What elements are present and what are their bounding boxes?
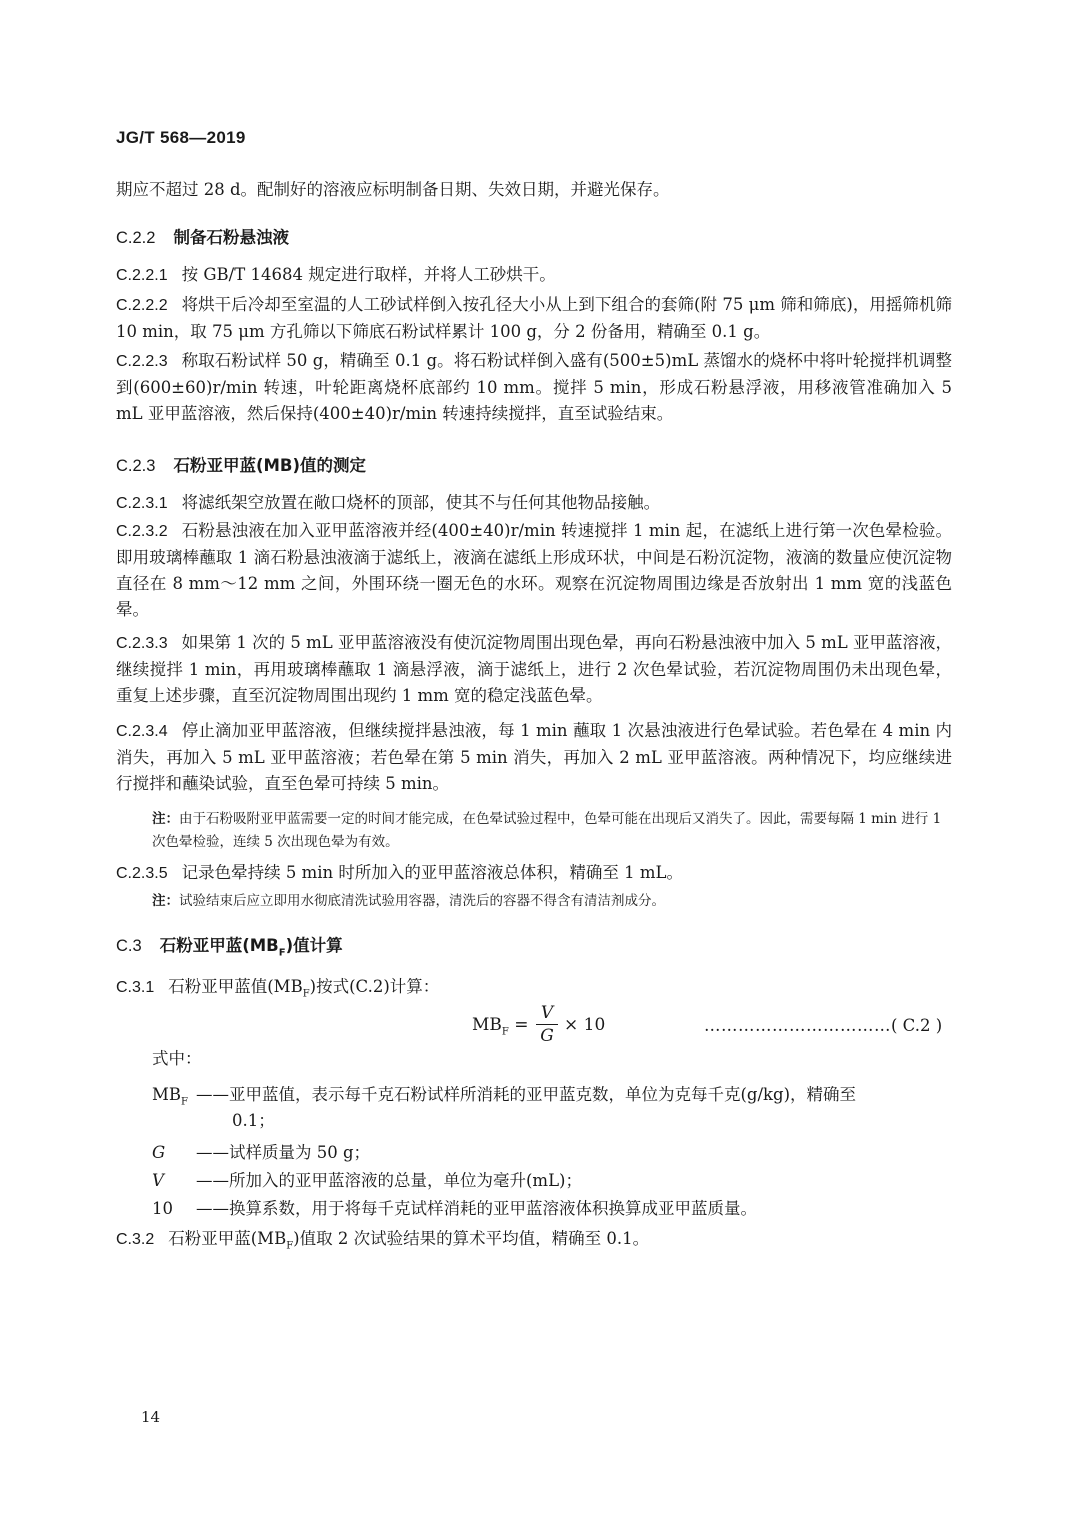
clause-text: 石粉悬浊液在加入亚甲蓝溶液并经(400±40)r/min 转速搅拌 1 min 起，在滤纸上进行第一次色晕检验。即用玻璃棒蘸取 1 滴石粉悬浊液滴于滤纸上，液滴在滤纸上形成环状，中间是石粉沉淀物，液滴的数量应使沉淀物直径在 8 mm～12 mm 之间，外围环绕一圈无色的水环。观察在沉淀物周围边缘是否放射出 1 mm 宽的浅蓝色晕。	[116, 521, 952, 619]
note-label: 注：	[152, 893, 179, 909]
fraction-denominator: G	[540, 1026, 554, 1046]
fraction-numerator: V	[540, 1003, 554, 1023]
clause-subscript: F	[286, 1240, 294, 1252]
definition-dash: ——	[196, 1199, 229, 1218]
page-number: 14	[141, 1408, 161, 1426]
clause-c223	[116, 348, 952, 427]
note-text: 试验结束后应立即用水彻底清洗试验用容器，清洗后的容器不得含有清洁剂成分。	[179, 893, 665, 909]
equation-leader-dots: ……………………………	[704, 1016, 891, 1035]
where-item-mbf-desc	[196, 1082, 856, 1108]
clause-number: C.2.2.3	[116, 353, 168, 370]
clause-text: 记录色晕持续 5 min 时所加入的亚甲蓝溶液总体积，精确至 1 mL。	[181, 863, 683, 882]
formula-multiplier: × 10	[564, 1015, 606, 1035]
clause-number: C.2.3.4	[116, 723, 168, 740]
definition-text: 试样质量为 50 g；	[229, 1143, 371, 1162]
clause-number: C.3.1	[116, 979, 155, 996]
clause-number: C.2.3.5	[116, 865, 168, 882]
fraction-bar	[536, 1024, 558, 1025]
where-item-10-desc	[196, 1196, 757, 1222]
definition-dash: ——	[196, 1085, 229, 1104]
clause-text: 称取石粉试样 50 g，精确至 0.1 g。将石粉试样倒入盛有(500±5)mL 蒸馏水的烧杯中将叶轮搅拌机调整到(600±60)r/min 转速，叶轮距离烧杯底部约 10 mm。搅拌 5 min，形成石粉悬浮液，用移液管准确加入 5 mL 亚甲蓝溶液，然后保持(400±40)r/min 转速持续搅拌，直至试验结束。	[116, 351, 952, 423]
section-heading-c3	[116, 932, 343, 958]
where-item-mbf	[152, 1082, 188, 1115]
clause-number: C.2.2.1	[116, 267, 168, 284]
note-text: 由于石粉吸附亚甲蓝需要一定的时间才能完成，在色晕试验过程中，色晕可能在出现后又消失了。因此，需要每隔 1 min 进行 1 次色晕检验，连续 5 次出现色晕为有效。	[152, 811, 942, 850]
clause-c234	[116, 718, 952, 797]
formula-lhs	[472, 1015, 529, 1037]
clause-c31	[116, 974, 952, 1007]
clause-text: )值取 2 次试验结果的算术平均值，精确至 0.1。	[293, 1229, 650, 1248]
clause-number: C.2.3.3	[116, 635, 168, 652]
clause-c32	[116, 1226, 952, 1259]
clause-subscript: F	[302, 988, 310, 1000]
formula-fraction	[536, 1003, 558, 1046]
section-heading-c22	[116, 224, 289, 248]
definition-text: 所加入的亚甲蓝溶液的总量，单位为毫升(mL)；	[229, 1171, 582, 1190]
where-intro: 式中：	[152, 1049, 202, 1068]
clause-number: C.2.3.2	[116, 523, 168, 540]
section-title-subscript: F	[278, 947, 286, 959]
section-title-part: 石粉亚甲蓝(MB	[159, 936, 279, 955]
clause-number: C.3.2	[116, 1231, 155, 1248]
where-item-v-desc	[196, 1168, 582, 1194]
symbol-subscript: F	[181, 1096, 188, 1108]
note-2	[152, 890, 952, 913]
clause-c235	[116, 860, 952, 887]
section-title: 制备石粉悬浊液	[173, 228, 289, 247]
note-1	[152, 808, 952, 854]
section-title: 石粉亚甲蓝(MB)值的测定	[173, 456, 367, 475]
clause-c233	[116, 630, 952, 709]
equation-number	[704, 1016, 942, 1035]
note-label: 注：	[152, 811, 179, 827]
formula-lhs-subscript: F	[501, 1026, 509, 1038]
section-heading-c23	[116, 452, 366, 476]
where-item-mbf-cont: 0.1；	[232, 1111, 275, 1130]
continued-paragraph-line: 期应不超过 28 d。配制好的溶液应标明制备日期、失效日期，并避光保存。	[116, 180, 670, 199]
section-number: C.2.3	[116, 457, 156, 475]
definition-text: 换算系数，用于将每千克试样消耗的亚甲蓝溶液体积换算成亚甲蓝质量。	[229, 1199, 757, 1218]
definition-text: 亚甲蓝值，表示每千克石粉试样所消耗的亚甲蓝克数，单位为克每千克(g/kg)，精确至	[229, 1085, 857, 1104]
where-item-v: V	[152, 1171, 164, 1190]
clause-c231	[116, 490, 952, 517]
section-number: C.3	[116, 937, 142, 955]
clause-text: )按式(C.2)计算：	[309, 977, 440, 996]
clause-c232	[116, 518, 952, 623]
section-title-part: )值计算	[285, 936, 343, 955]
clause-c221	[116, 262, 952, 289]
symbol: MB	[152, 1085, 182, 1104]
where-item-g-desc	[196, 1140, 370, 1166]
clause-number: C.2.3.1	[116, 495, 168, 512]
formula-lhs-text: MB	[472, 1015, 502, 1035]
clause-text: 如果第 1 次的 5 mL 亚甲蓝溶液没有使沉淀物周围出现色晕，再向石粉悬浊液中加入 5 mL 亚甲蓝溶液，继续搅拌 1 min，再用玻璃棒蘸取 1 滴悬浮液，滴于滤纸上，进行 2 次色晕试验，若沉淀物周围仍未出现色晕，重复上述步骤，直至沉淀物周围出现约 1 mm 宽的稳定浅蓝色晕。	[116, 633, 952, 705]
section-number: C.2.2	[116, 229, 156, 247]
clause-text: 石粉亚甲蓝(MB	[168, 1229, 287, 1248]
equation-label: ( C.2 )	[891, 1016, 943, 1035]
standard-code-header: JG/T 568—2019	[116, 128, 246, 147]
clause-text: 石粉亚甲蓝值(MB	[168, 977, 303, 996]
where-item-g: G	[152, 1143, 166, 1162]
clause-text: 将滤纸架空放置在敞口烧杯的顶部，使其不与任何其他物品接触。	[181, 493, 661, 512]
section-title	[159, 936, 343, 959]
definition-dash: ——	[196, 1171, 229, 1190]
clause-text: 将烘干后冷却至室温的人工砂试样倒入按孔径大小从上到下组合的套筛(附 75 μm 筛和筛底)，用摇筛机筛 10 min，取 75 μm 方孔筛以下筛底石粉试样累计 100 g，分 2 份备用，精确至 0.1 g。	[116, 295, 952, 341]
where-item-10: 10	[152, 1199, 173, 1218]
clause-text: 按 GB/T 14684 规定进行取样，并将人工砂烘干。	[181, 265, 556, 284]
clause-number: C.2.2.2	[116, 297, 168, 314]
formula-equals: =	[508, 1015, 529, 1035]
clause-text: 停止滴加亚甲蓝溶液，但继续搅拌悬浊液，每 1 min 蘸取 1 次悬浊液进行色晕试验。若色晕在 4 min 内消失，再加入 5 mL 亚甲蓝溶液；若色晕在第 5 min 消失，再加入 2 mL 亚甲蓝溶液。两种情况下，均应继续进行搅拌和蘸染试验，直至色晕可持续 5 min。	[116, 721, 952, 793]
definition-dash: ——	[196, 1143, 229, 1162]
clause-c222	[116, 292, 952, 345]
